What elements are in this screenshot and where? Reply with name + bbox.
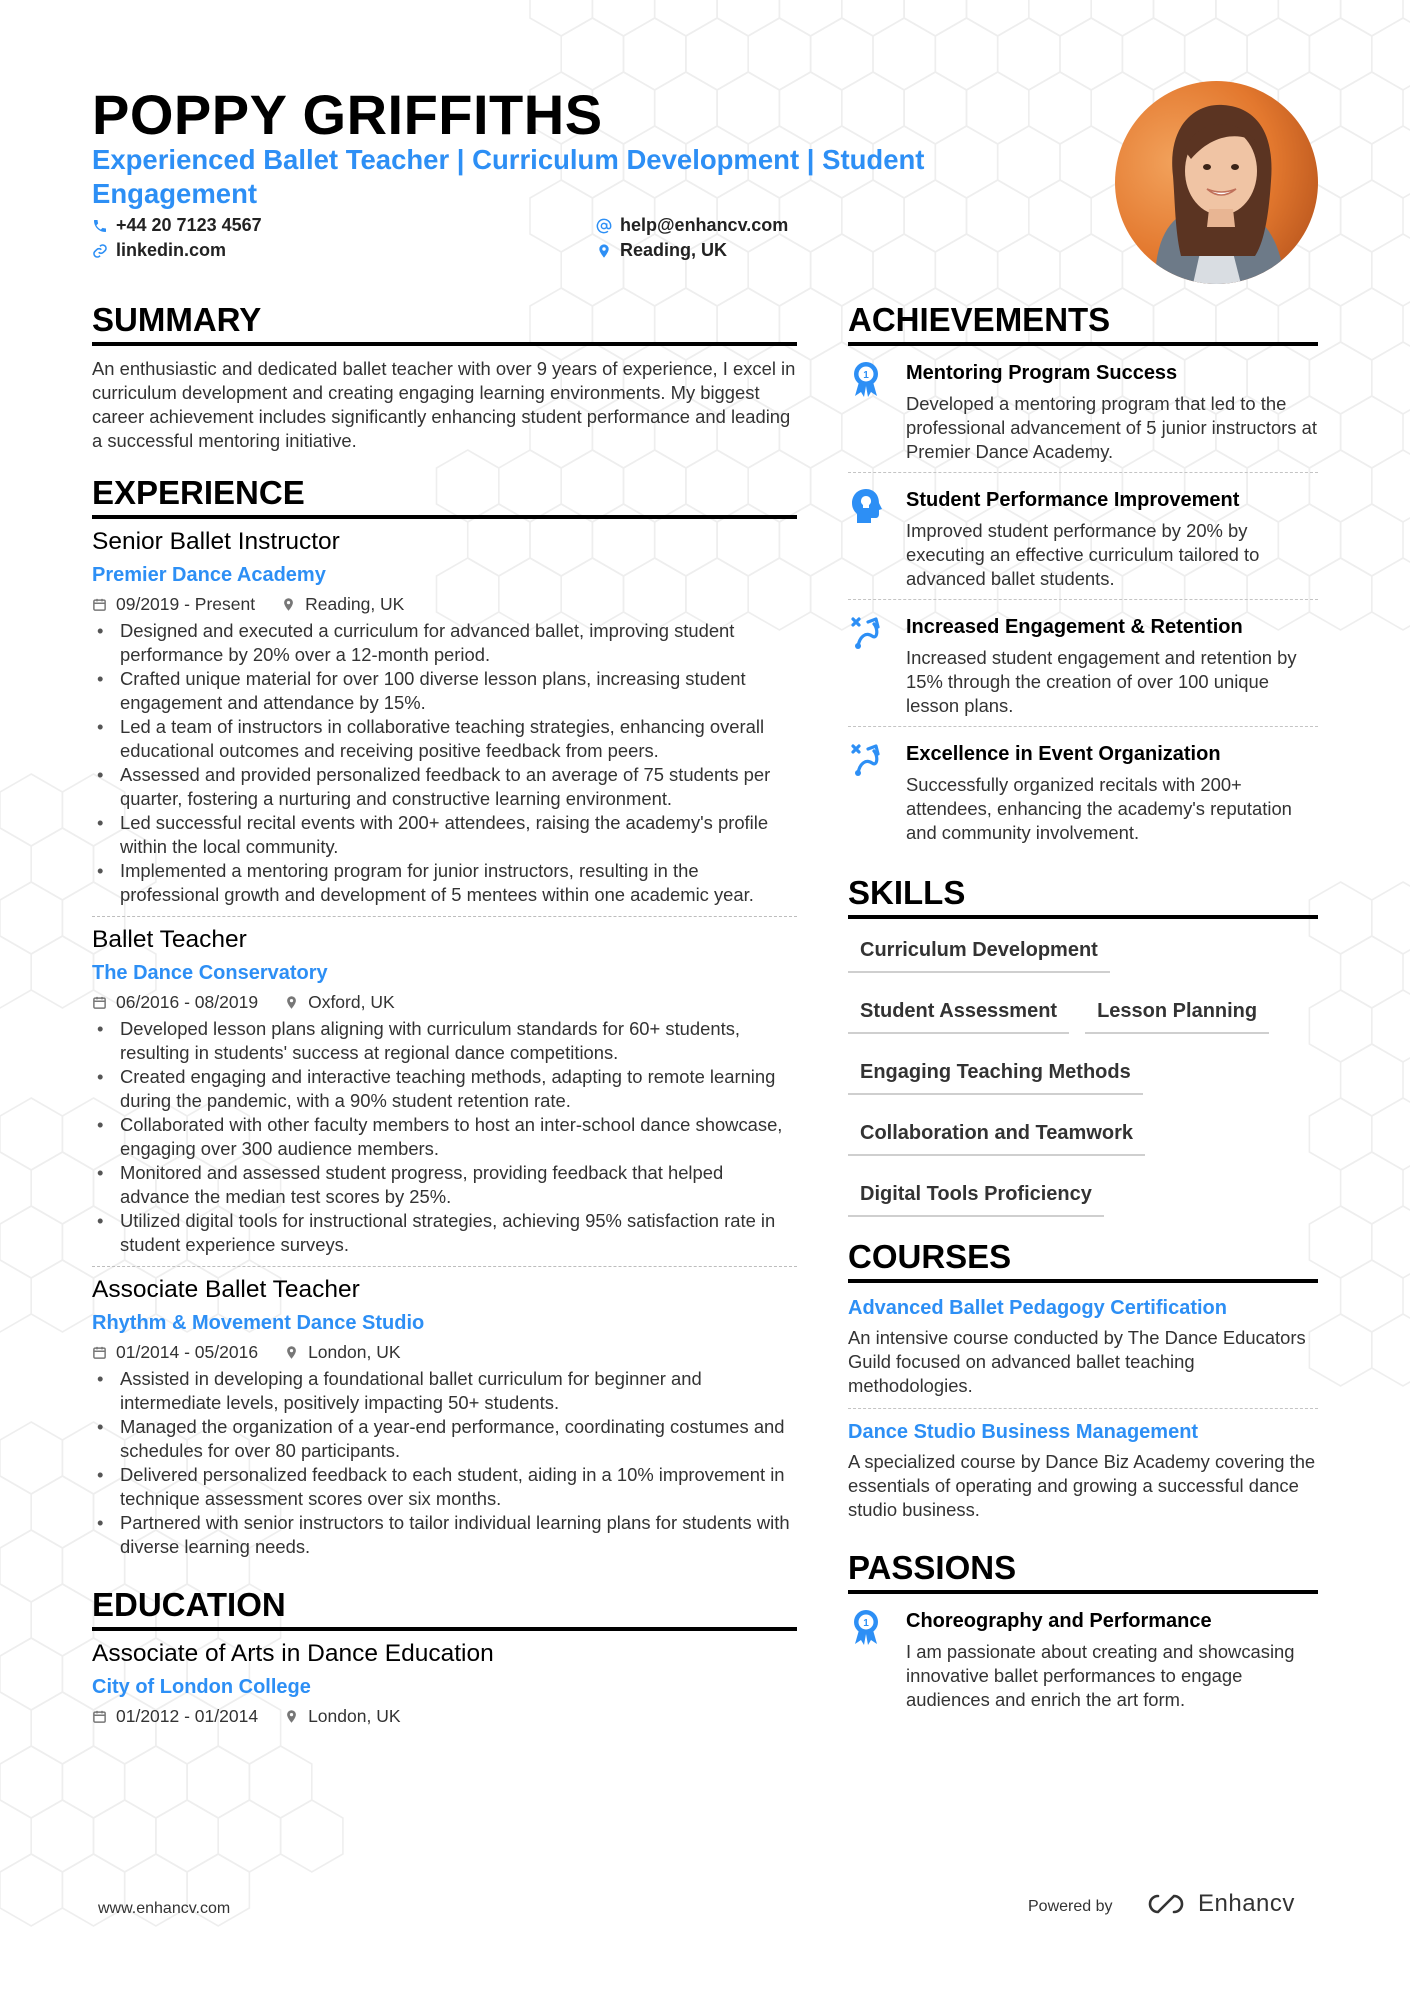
bullet-item: • Collaborated with other faculty members to host an inter-school dance showcase, engaging over 300 audience members.: [92, 1113, 797, 1161]
background-hexagon: [0, 1422, 62, 1494]
job-entry: [92, 527, 797, 917]
background-hexagon: [281, 1800, 343, 1872]
achievement-item: [848, 473, 1318, 600]
background-hexagon: [1029, 0, 1091, 36]
background-hexagon: [904, 72, 966, 144]
bullet-item: • Assisted in developing a foundational ballet curriculum for beginner and intermediate levels, positively impacting 50+ students.: [92, 1367, 797, 1415]
skill-tag: Digital Tools Proficiency: [848, 1173, 1104, 1217]
background-hexagon: [1309, 234, 1371, 306]
achievement-desc: Improved student performance by 20% by executing an effective curriculum tailored to advanced ballet students.: [906, 520, 1260, 589]
skill-tag: Lesson Planning: [1085, 990, 1269, 1034]
background-hexagon: [1309, 450, 1371, 522]
svg-text:1: 1: [863, 1618, 869, 1629]
contact-location: [596, 240, 727, 261]
background-hexagon: [1372, 1098, 1410, 1170]
background-hexagon: [779, 72, 841, 144]
background-hexagon: [1122, 18, 1184, 90]
background-hexagon: [904, 0, 966, 36]
background-hexagon: [530, 0, 592, 36]
background-hexagon: [187, 1746, 249, 1818]
bullet-item: • Monitored and assessed student progress, providing feedback that helped advance the median test scores by 25%.: [92, 1161, 797, 1209]
job-entry: [92, 1275, 797, 1559]
background-hexagon: [779, 0, 841, 36]
background-hexagon: [249, 1746, 311, 1818]
company-name: Rhythm & Movement Dance Studio: [92, 1312, 425, 1334]
background-hexagon: [655, 0, 717, 36]
background-hexagon: [156, 1800, 218, 1872]
background-hexagon: [935, 18, 997, 90]
background-hexagon: [31, 1692, 93, 1764]
achievements-list: [848, 346, 1318, 853]
achievement-desc: Increased student engagement and retention by 15% through the creation of over 100 unique lesson plans.: [906, 647, 1297, 716]
background-hexagon: [0, 1800, 31, 1872]
link-icon: [92, 243, 108, 259]
school-name: City of London College: [92, 1676, 311, 1698]
candidate-name: POPPY GRIFFITHS: [92, 83, 603, 146]
background-hexagon: [31, 936, 93, 1008]
background-hexagon: [655, 72, 717, 144]
bullet-item: • Partnered with senior instructors to tailor individual learning plans for students with diverse learning needs.: [92, 1511, 797, 1559]
background-hexagon: [0, 1584, 31, 1656]
divider: [92, 916, 797, 917]
location-pin-icon: [284, 1345, 299, 1360]
background-hexagon: [1309, 18, 1371, 90]
course-item: [848, 1295, 1318, 1409]
background-hexagon: [0, 828, 31, 900]
background-hexagon: [717, 0, 779, 36]
background-hexagon: [0, 1260, 31, 1332]
background-hexagon: [0, 1854, 62, 1926]
background-hexagon: [125, 1746, 187, 1818]
background-hexagon: [1341, 0, 1403, 36]
background-hexagon: [998, 234, 1060, 306]
degree-title: Associate of Arts in Dance Education: [92, 1640, 494, 1667]
job-meta: [92, 990, 797, 1014]
background-hexagon: [1341, 396, 1403, 468]
linkedin-text[interactable]: linkedin.com: [116, 240, 227, 260]
achievement-desc: Developed a mentoring program that led to the professional advancement of 5 junior instructors at Premier Dance Academy.: [906, 393, 1317, 462]
achievement-item: [848, 727, 1318, 853]
achievement-item: [848, 600, 1318, 727]
background-hexagon: [218, 1800, 280, 1872]
courses-heading: COURSES: [848, 1237, 1318, 1283]
job-dates: 06/2016 - 08/2019: [116, 992, 259, 1012]
passion-item: [848, 1594, 1318, 1720]
calendar-icon: [92, 995, 107, 1010]
background-hexagon: [1247, 18, 1309, 90]
enhancv-logo-icon: [1146, 1892, 1192, 1916]
course-title: Advanced Ballet Pedagogy Certification: [848, 1297, 1227, 1319]
footer-url[interactable]: www.enhancv.com: [98, 1900, 231, 1917]
education-heading: EDUCATION: [92, 1585, 797, 1631]
background-hexagon: [686, 18, 748, 90]
job-entry: [92, 925, 797, 1267]
background-hexagon: [62, 1746, 124, 1818]
award-ribbon-icon: [850, 1608, 882, 1646]
background-hexagon: [1372, 558, 1410, 630]
job-dates: 09/2019 - Present: [116, 594, 256, 614]
background-hexagon: [1309, 126, 1371, 198]
background-hexagon: [0, 882, 62, 954]
bullet-item: • Created engaging and interactive teaching methods, adapting to remote learning during the pandemic, with a 90% student retention rate.: [92, 1065, 797, 1113]
background-hexagon: [1309, 990, 1371, 1062]
bullet-item: • Designed and executed a curriculum for advanced ballet, improving student performance by 20% over a 12-month period.: [92, 619, 797, 667]
background-hexagon: [1278, 0, 1340, 36]
bullet-item: • Managed the organization of a year-end performance, coordinating costumes and schedules for over 80 participants.: [92, 1415, 797, 1463]
background-hexagon: [31, 1800, 93, 1872]
background-hexagon: [31, 1476, 93, 1548]
location-text: Reading, UK: [620, 240, 728, 260]
background-hexagon: [0, 1206, 62, 1278]
achievement-desc: Successfully organized recitals with 200+ attendees, enhancing the academy's reputation and community involvement.: [906, 774, 1292, 843]
background-hexagon: [0, 1638, 62, 1710]
background-hexagon: [1309, 1206, 1371, 1278]
achievement-item: [848, 346, 1318, 473]
background-hexagon: [0, 936, 31, 1008]
achievements-heading: ACHIEVEMENTS: [848, 300, 1318, 346]
background-hexagon: [1060, 18, 1122, 90]
candidate-headline: Experienced Ballet Teacher | Curriculum Development | Student Engagement: [92, 144, 925, 209]
course-title: Dance Studio Business Management: [848, 1421, 1199, 1443]
background-hexagon: [748, 234, 810, 306]
passion-desc: I am passionate about creating and showcasing innovative ballet performances to engage audiences and enrich the art form.: [906, 1641, 1295, 1710]
background-hexagon: [1154, 0, 1216, 36]
location-pin-icon: [596, 243, 612, 259]
background-hexagon: [1372, 1314, 1410, 1386]
background-hexagon: [842, 0, 904, 36]
passion-title: Choreography and Performance: [906, 1610, 1212, 1632]
background-hexagon: [1372, 882, 1410, 954]
background-hexagon: [1029, 72, 1091, 144]
background-hexagon: [0, 1476, 31, 1548]
background-hexagon: [1091, 0, 1153, 36]
background-hexagon: [1341, 936, 1403, 1008]
job-title: Associate Ballet Teacher: [92, 1276, 360, 1303]
background-hexagon: [0, 774, 62, 846]
background-hexagon: [748, 18, 810, 90]
background-hexagon: [31, 1260, 93, 1332]
background-hexagon: [1372, 234, 1410, 306]
skills-list: [848, 929, 1318, 1234]
background-hexagon: [811, 234, 873, 306]
job-location: Oxford, UK: [308, 992, 395, 1012]
background-hexagon: [1029, 180, 1091, 252]
calendar-icon: [92, 597, 107, 612]
right-column: [848, 300, 1318, 1720]
background-hexagon: [0, 1692, 31, 1764]
bullet-item: • Implemented a mentoring program for junior instructors, resulting in the professional growth and development of 5 mentees within one academic year.: [92, 859, 797, 907]
job-location: Reading, UK: [305, 594, 405, 614]
bullet-item: • Led successful recital events with 200+ attendees, raising the academy's profile within the local community.: [92, 811, 797, 859]
bullet-item: • Crafted unique material for over 100 diverse lesson plans, increasing student engagement and attendance by 15%.: [92, 667, 797, 715]
education-dates: 01/2012 - 01/2014: [116, 1706, 259, 1726]
phone-text: +44 20 7123 4567: [116, 215, 262, 235]
background-hexagon: [873, 234, 935, 306]
background-hexagon: [592, 0, 654, 36]
enhancv-brand-text: Enhancv: [1198, 1890, 1295, 1917]
background-hexagon: [1341, 1152, 1403, 1224]
skills-heading: SKILLS: [848, 873, 1318, 919]
calendar-icon: [92, 1345, 107, 1360]
course-desc: A specialized course by Dance Biz Academy covering the essentials of operating and growing a successful dance studio business.: [848, 1451, 1316, 1520]
job-bullets: [92, 1017, 797, 1257]
job-bullets: [92, 1367, 797, 1559]
bullet-item: • Assessed and provided personalized feedback to an average of 75 students per quarter, fostering a nurturing and constructive learning environment.: [92, 763, 797, 811]
contact-linkedin[interactable]: [92, 240, 226, 261]
background-hexagon: [1372, 450, 1410, 522]
background-hexagon: [1060, 126, 1122, 198]
background-hexagon: [1216, 0, 1278, 36]
skill-tag: Collaboration and Teamwork: [848, 1112, 1145, 1156]
background-hexagon: [811, 18, 873, 90]
skill-tag: Engaging Teaching Methods: [848, 1051, 1143, 1095]
divider: [92, 1266, 797, 1267]
background-hexagon: [94, 1800, 156, 1872]
job-bullets: [92, 619, 797, 907]
job-title: Senior Ballet Instructor: [92, 528, 340, 555]
course-desc: An intensive course conducted by The Dance Educators Guild focused on advanced ballet teaching methodologies.: [848, 1327, 1306, 1396]
job-title: Ballet Teacher: [92, 926, 247, 953]
background-hexagon: [1060, 234, 1122, 306]
background-hexagon: [1372, 1206, 1410, 1278]
background-hexagon: [1372, 342, 1410, 414]
background-hexagon: [842, 72, 904, 144]
background-hexagon: [624, 18, 686, 90]
job-dates: 01/2014 - 05/2016: [116, 1342, 259, 1362]
background-hexagon: [31, 1584, 93, 1656]
at-sign-icon: [596, 218, 612, 234]
background-hexagon: [0, 1152, 31, 1224]
summary-text: An enthusiastic and dedicated ballet teacher with over 9 years of experience, I excel in curriculum development and creating engaging learning environments. My biggest career achievement includes significantly enhancing student performance and leading a successful mentoring initiative.: [92, 358, 796, 451]
background-hexagon: [1309, 1314, 1371, 1386]
enhancv-logo[interactable]: [1146, 1890, 1295, 1918]
background-hexagon: [967, 72, 1029, 144]
background-hexagon: [1309, 882, 1371, 954]
location-pin-icon: [281, 597, 296, 612]
bullet-item: • Led a team of instructors in collaborative teaching strategies, enhancing overall educational outcomes and receiving positive feedback from peers.: [92, 715, 797, 763]
phone-icon: [92, 218, 108, 234]
education-meta: [92, 1704, 797, 1728]
bullet-item: • Developed lesson plans aligning with curriculum standards for 60+ students, resulting in students' success at regional dance competitions.: [92, 1017, 797, 1065]
background-hexagon: [935, 234, 997, 306]
background-hexagon: [1341, 504, 1403, 576]
background-hexagon: [1341, 1260, 1403, 1332]
background-hexagon: [561, 18, 623, 90]
footer-powered-by: Powered by: [1028, 1898, 1113, 1915]
background-hexagon: [1341, 1044, 1403, 1116]
background-hexagon: [1341, 180, 1403, 252]
location-pin-icon: [284, 995, 299, 1010]
left-column: [92, 300, 797, 1728]
background-hexagon: [0, 1530, 62, 1602]
summary-heading: SUMMARY: [92, 300, 797, 346]
achievement-title: Student Performance Improvement: [906, 489, 1240, 511]
svg-text:1: 1: [863, 370, 869, 381]
email-text[interactable]: help@enhancv.com: [620, 215, 789, 235]
background-hexagon: [0, 1098, 62, 1170]
background-hexagon: [1185, 18, 1247, 90]
passions-heading: PASSIONS: [848, 1548, 1318, 1594]
background-hexagon: [1372, 18, 1410, 90]
experience-heading: EXPERIENCE: [92, 473, 797, 519]
bullet-item: • Utilized digital tools for instructional strategies, achieving 95% satisfaction rate in student experience surveys.: [92, 1209, 797, 1257]
company-name: The Dance Conservatory: [92, 962, 328, 984]
course-item: [848, 1419, 1318, 1522]
background-hexagon: [873, 18, 935, 90]
background-hexagon: [1309, 558, 1371, 630]
job-location: London, UK: [308, 1342, 401, 1362]
background-hexagon: [0, 1746, 62, 1818]
background-hexagon: [31, 1152, 93, 1224]
profile-photo: [1115, 81, 1318, 284]
bullet-item: • Delivered personalized feedback to each student, aiding in a 10% improvement in technique assessment scores over six months.: [92, 1463, 797, 1511]
background-hexagon: [31, 828, 93, 900]
achievement-title: Increased Engagement & Retention: [906, 616, 1243, 638]
education-entry: [92, 1639, 797, 1728]
award-ribbon-icon: [850, 360, 882, 398]
background-hexagon: [1309, 1098, 1371, 1170]
achievement-title: Excellence in Event Organization: [906, 743, 1221, 765]
calendar-icon: [92, 1709, 107, 1724]
background-hexagon: [967, 0, 1029, 36]
strategy-path-icon: [850, 614, 886, 650]
location-pin-icon: [284, 1709, 299, 1724]
job-meta: [92, 592, 797, 616]
background-hexagon: [1309, 342, 1371, 414]
background-hexagon: [998, 18, 1060, 90]
background-hexagon: [1372, 990, 1410, 1062]
company-name: Premier Dance Academy: [92, 564, 326, 586]
strategy-path-icon: [850, 741, 886, 777]
background-hexagon: [1341, 288, 1403, 360]
background-hexagon: [717, 72, 779, 144]
skill-tag: Curriculum Development: [848, 929, 1110, 973]
background-hexagon: [1372, 126, 1410, 198]
contact-phone: [92, 215, 262, 236]
background-hexagon: [1341, 72, 1403, 144]
education-location: London, UK: [308, 1706, 401, 1726]
achievement-title: Mentoring Program Success: [906, 362, 1178, 384]
contact-email[interactable]: [596, 215, 788, 236]
job-meta: [92, 1340, 797, 1364]
head-bulb-icon: [850, 487, 884, 525]
skill-tag: Student Assessment: [848, 990, 1069, 1034]
